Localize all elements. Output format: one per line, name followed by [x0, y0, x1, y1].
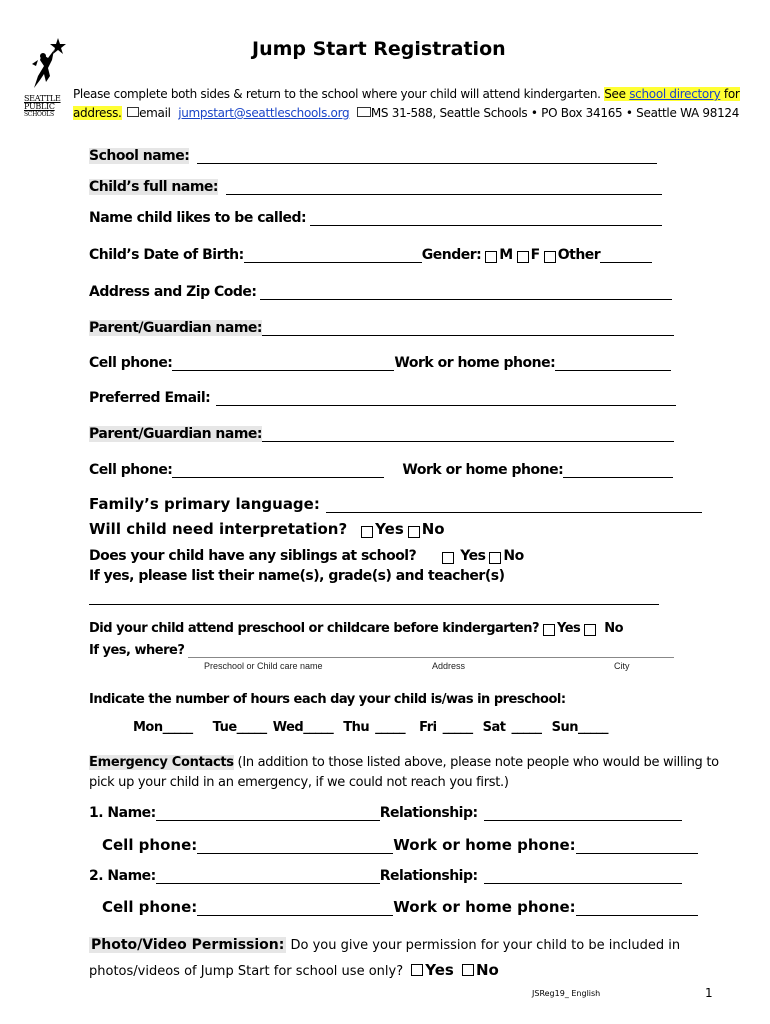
seattle-public-schools-logo — [24, 36, 68, 120]
siblings-no-label: No — [503, 548, 524, 564]
day-wed[interactable]: Wed_____ — [272, 720, 334, 735]
emergency2-cell-label: Cell phone: — [102, 898, 198, 916]
day-fri[interactable]: Fri _____ — [419, 720, 473, 735]
called-name-row — [89, 210, 662, 226]
work2-label: Work or home phone: — [402, 462, 564, 478]
address-row — [89, 284, 672, 300]
siblings-yes-checkbox[interactable] — [442, 552, 454, 564]
cell1-label: Cell phone: — [89, 355, 173, 371]
for-text: for — [723, 87, 740, 101]
page-number: 1 — [705, 986, 713, 1000]
day-thu[interactable]: Thu _____ — [343, 720, 406, 735]
intro-line-2 — [73, 106, 739, 120]
emergency1-cell-label: Cell phone: — [102, 836, 198, 854]
gender-other-checkbox[interactable] — [544, 251, 556, 263]
see-directory-highlight — [604, 87, 739, 101]
phones2-row — [89, 462, 673, 478]
dob-label: Child’s Date of Birth: — [89, 247, 244, 263]
guardian1-field[interactable] — [262, 321, 674, 336]
address-label: Address and Zip Code: — [89, 284, 257, 300]
school-directory-link[interactable]: school directory — [629, 87, 721, 101]
footer-code: JSReg19_ English — [532, 989, 601, 998]
emergency2-name-field[interactable] — [156, 869, 380, 884]
day-sun[interactable]: Sun_____ — [551, 720, 608, 735]
gender-other-field[interactable] — [600, 248, 652, 263]
cell2-field[interactable] — [172, 463, 384, 478]
called-name-field[interactable] — [310, 211, 662, 226]
address-field[interactable] — [260, 285, 672, 300]
photo-line-1 — [89, 937, 680, 953]
siblings-no-checkbox[interactable] — [489, 552, 501, 564]
dob-field[interactable] — [244, 248, 422, 263]
intro-line-1 — [73, 87, 740, 101]
siblings-row — [89, 548, 524, 564]
emergency1-work-field[interactable] — [576, 839, 698, 854]
interp-no-label: No — [421, 520, 445, 538]
computer-icon — [127, 107, 139, 117]
gender-f-label: F — [530, 247, 540, 263]
siblings-list-field[interactable] — [89, 590, 659, 605]
preschool-yes-label: Yes — [557, 621, 581, 636]
emergency2-rel-field[interactable] — [484, 869, 682, 884]
preschool-label: Did your child attend preschool or childcare before kindergarten? — [89, 621, 540, 636]
child-name-label: Child’s full name: — [89, 179, 219, 195]
work2-field[interactable] — [563, 463, 673, 478]
interpretation-label: Will child need interpretation? — [89, 520, 348, 538]
cell1-field[interactable] — [172, 356, 394, 371]
emergency1-rel-label: Relationship: — [379, 805, 478, 821]
emergency-heading: Emergency Contacts — [89, 755, 234, 770]
language-field[interactable] — [326, 498, 702, 513]
child-name-row — [89, 179, 662, 195]
email-link[interactable]: jumpstart@seattleschools.org — [178, 106, 350, 120]
photo-no-label: No — [475, 961, 499, 979]
phones1-row — [89, 355, 671, 371]
photo-heading: Photo/Video Permission: — [91, 937, 285, 953]
emergency1-name-label: 1. Name: — [89, 805, 156, 821]
cell2-label: Cell phone: — [89, 462, 173, 478]
photo-yes-checkbox[interactable] — [411, 964, 423, 976]
emergency2-name-label: 2. Name: — [89, 868, 156, 884]
star-figure-icon — [24, 36, 68, 92]
siblings-list-label: If yes, please list their name(s), grade(s) and teacher(s) — [89, 568, 505, 584]
interpretation-row — [89, 520, 445, 538]
gender-f-checkbox[interactable] — [517, 251, 529, 263]
where-field[interactable] — [188, 643, 674, 658]
photo-no-checkbox[interactable] — [462, 964, 474, 976]
gender-m-label: M — [499, 247, 513, 263]
emergency2-work-field[interactable] — [576, 901, 698, 916]
emergency2-cell-field[interactable] — [197, 901, 393, 916]
interp-yes-label: Yes — [375, 520, 404, 538]
days-row — [133, 720, 608, 735]
gender-m-checkbox[interactable] — [485, 251, 497, 263]
guardian2-label: Parent/Guardian name: — [89, 426, 263, 442]
guardian1-row — [89, 320, 674, 336]
email-row — [89, 390, 676, 406]
preschool-yes-checkbox[interactable] — [543, 624, 555, 636]
child-name-field[interactable] — [226, 180, 662, 195]
emergency-desc-1: (In addition to those listed above, please note people who would be willing to — [233, 755, 719, 770]
photo-desc-2: photos/videos of Jump Start for school use only? — [89, 964, 404, 979]
page-title: Jump Start Registration — [252, 38, 506, 60]
preschool-no-label: No — [604, 621, 624, 636]
emergency-line-1 — [89, 755, 719, 770]
day-tue[interactable]: Tue_____ — [212, 720, 267, 735]
language-label: Family’s primary language: — [89, 495, 320, 513]
emergency1-phone-row — [102, 836, 698, 854]
where-sub-name: Preschool or Child care name — [204, 661, 323, 671]
emergency1-name-row — [89, 805, 682, 821]
photo-desc-1: Do you give your permission for your child to be included in — [286, 938, 681, 953]
emergency1-cell-field[interactable] — [197, 839, 393, 854]
logo-line-3: SCHOOLS — [24, 111, 54, 118]
where-sub-city: City — [614, 661, 630, 671]
email-field-label: Preferred Email: — [89, 390, 211, 406]
email-label: email — [139, 106, 171, 120]
where-label: If yes, where? — [89, 643, 185, 658]
photo-yes-label: Yes — [425, 961, 454, 979]
emergency2-work-label: Work or home phone: — [393, 898, 576, 916]
address-text: address. — [73, 106, 122, 120]
mail-address: MS 31-588, Seattle Schools • PO Box 34165 • Seattle WA 98124 — [370, 106, 740, 120]
called-name-label: Name child likes to be called: — [89, 210, 307, 226]
interp-no-checkbox[interactable] — [408, 526, 420, 538]
email-field[interactable] — [216, 391, 676, 406]
interp-yes-checkbox[interactable] — [361, 526, 373, 538]
dob-gender-row — [89, 247, 652, 263]
gender-other-label: Other — [557, 247, 601, 263]
school-name-field[interactable] — [197, 149, 657, 164]
guardian1-label: Parent/Guardian name: — [89, 320, 263, 336]
emergency1-work-label: Work or home phone: — [393, 836, 576, 854]
logo-line-1: SEATTLE — [24, 94, 61, 103]
emergency2-rel-label: Relationship: — [379, 868, 478, 884]
day-sat[interactable]: Sat _____ — [482, 720, 542, 735]
hours-label: Indicate the number of hours each day your child is/was in preschool: — [89, 692, 566, 707]
photo-line-2 — [89, 961, 499, 979]
intro-instructions: Please complete both sides & return to the school where your child will attend kindergarten. — [73, 87, 601, 101]
guardian2-row — [89, 426, 674, 442]
emergency1-name-field[interactable] — [156, 806, 380, 821]
envelope-icon — [357, 107, 371, 117]
where-row — [89, 643, 674, 658]
preschool-no-checkbox[interactable] — [584, 624, 596, 636]
see-text: See — [604, 87, 626, 101]
where-sub-address: Address — [432, 661, 466, 671]
language-row — [89, 495, 702, 513]
guardian2-field[interactable] — [262, 427, 674, 442]
emergency-desc-2: pick up your child in an emergency, if we could not reach you first.) — [89, 775, 509, 790]
gender-label: Gender: — [421, 247, 482, 263]
emergency2-phone-row — [102, 898, 698, 916]
siblings-label: Does your child have any siblings at school? — [89, 548, 417, 564]
emergency2-name-row — [89, 868, 682, 884]
preschool-row — [89, 621, 623, 636]
work1-label: Work or home phone: — [394, 355, 556, 371]
emergency1-rel-field[interactable] — [484, 806, 682, 821]
school-name-label: School name: — [89, 148, 190, 164]
day-mon[interactable]: Mon_____ — [133, 720, 193, 735]
school-name-row — [89, 148, 657, 164]
work1-field[interactable] — [555, 356, 671, 371]
siblings-yes-label: Yes — [460, 548, 486, 564]
logo-line-2: PUBLIC — [24, 102, 55, 111]
